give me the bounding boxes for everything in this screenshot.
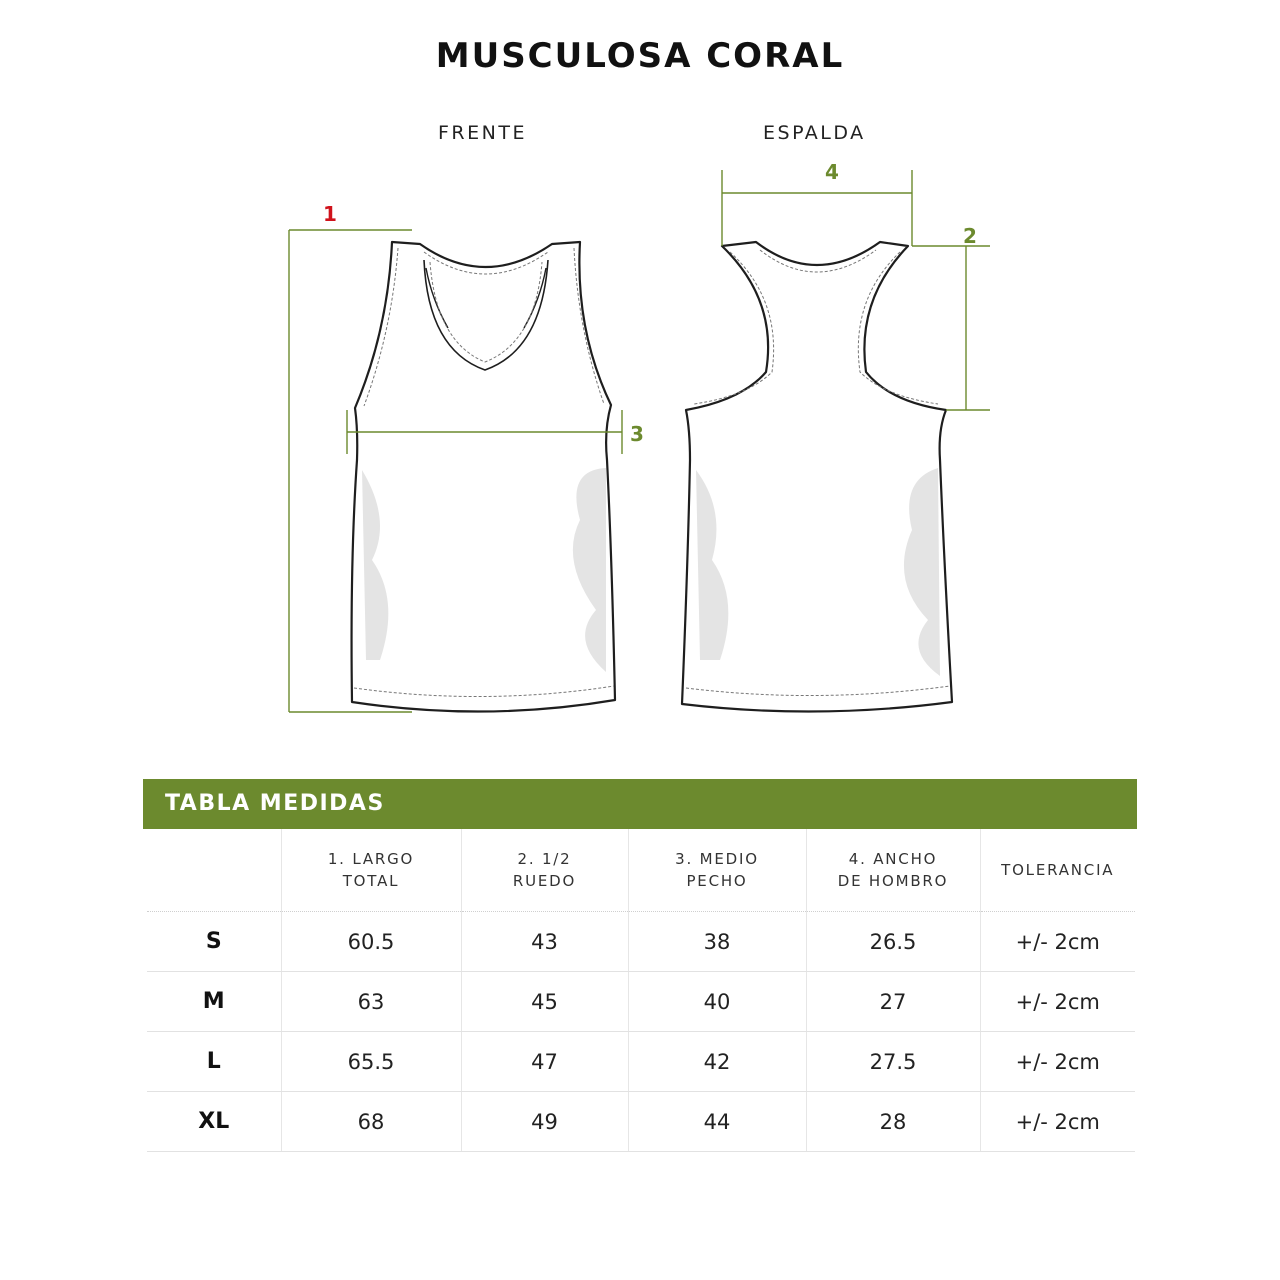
hombro-cell: 26.5 — [806, 912, 980, 972]
header-line: RUEDO — [512, 872, 577, 890]
ruedo-cell: 47 — [461, 1032, 628, 1092]
table-row — [147, 912, 1135, 972]
header-tolerancia — [980, 829, 1135, 912]
header-largo-total — [281, 829, 461, 912]
header-line: 3. MEDIO — [675, 850, 759, 868]
hombro-cell: 27.5 — [806, 1032, 980, 1092]
ruedo-cell: 45 — [461, 972, 628, 1032]
header-medio-pecho — [628, 829, 806, 912]
ruedo-cell: 43 — [461, 912, 628, 972]
largo-cell: 60.5 — [281, 912, 461, 972]
marker-3: 3 — [630, 422, 644, 446]
hombro-cell: 28 — [806, 1092, 980, 1152]
size-cell: XL — [147, 1092, 281, 1152]
table-row — [147, 1092, 1135, 1152]
marker-2: 2 — [963, 224, 977, 248]
marker-1: 1 — [323, 202, 337, 226]
header-ancho-hombro — [806, 829, 980, 912]
back-tank-top — [682, 242, 952, 712]
table-header-row — [147, 829, 1135, 912]
pecho-cell: 44 — [628, 1092, 806, 1152]
header-line: 4. ANCHO — [848, 850, 938, 868]
back-view-label: ESPALDA — [763, 122, 866, 144]
table-row — [147, 1032, 1135, 1092]
size-cell: S — [147, 912, 281, 972]
front-tank-top — [352, 242, 615, 712]
tolerance-cell: +/- 2cm — [980, 1032, 1135, 1092]
size-table-heading: TABLA MEDIDAS — [143, 779, 1137, 829]
size-cell: M — [147, 972, 281, 1032]
pecho-cell: 40 — [628, 972, 806, 1032]
size-table-grid — [147, 829, 1135, 1152]
header-size — [147, 829, 281, 912]
largo-cell: 63 — [281, 972, 461, 1032]
largo-cell: 65.5 — [281, 1032, 461, 1092]
header-line: 2. 1/2 — [517, 850, 572, 868]
tolerance-cell: +/- 2cm — [980, 972, 1135, 1032]
page-title: MUSCULOSA CORAL — [435, 36, 845, 76]
header-line: TOLERANCIA — [1001, 861, 1115, 879]
header-line: TOTAL — [342, 872, 400, 890]
hombro-cell: 27 — [806, 972, 980, 1032]
largo-cell: 68 — [281, 1092, 461, 1152]
header-line: DE HOMBRO — [837, 872, 949, 890]
header-line: PECHO — [686, 872, 748, 890]
pecho-cell: 38 — [628, 912, 806, 972]
measure-4-shoulder-width — [722, 160, 912, 246]
ruedo-cell: 49 — [461, 1092, 628, 1152]
tolerance-cell: +/- 2cm — [980, 1092, 1135, 1152]
header-ruedo — [461, 829, 628, 912]
table-row — [147, 972, 1135, 1032]
tolerance-cell: +/- 2cm — [980, 912, 1135, 972]
header-line: 1. LARGO — [327, 850, 415, 868]
marker-4: 4 — [825, 160, 839, 184]
pecho-cell: 42 — [628, 1032, 806, 1092]
size-cell: L — [147, 1032, 281, 1092]
front-view-label: FRENTE — [438, 122, 527, 144]
size-table — [143, 779, 1137, 1152]
measure-2-armhole — [912, 224, 990, 410]
